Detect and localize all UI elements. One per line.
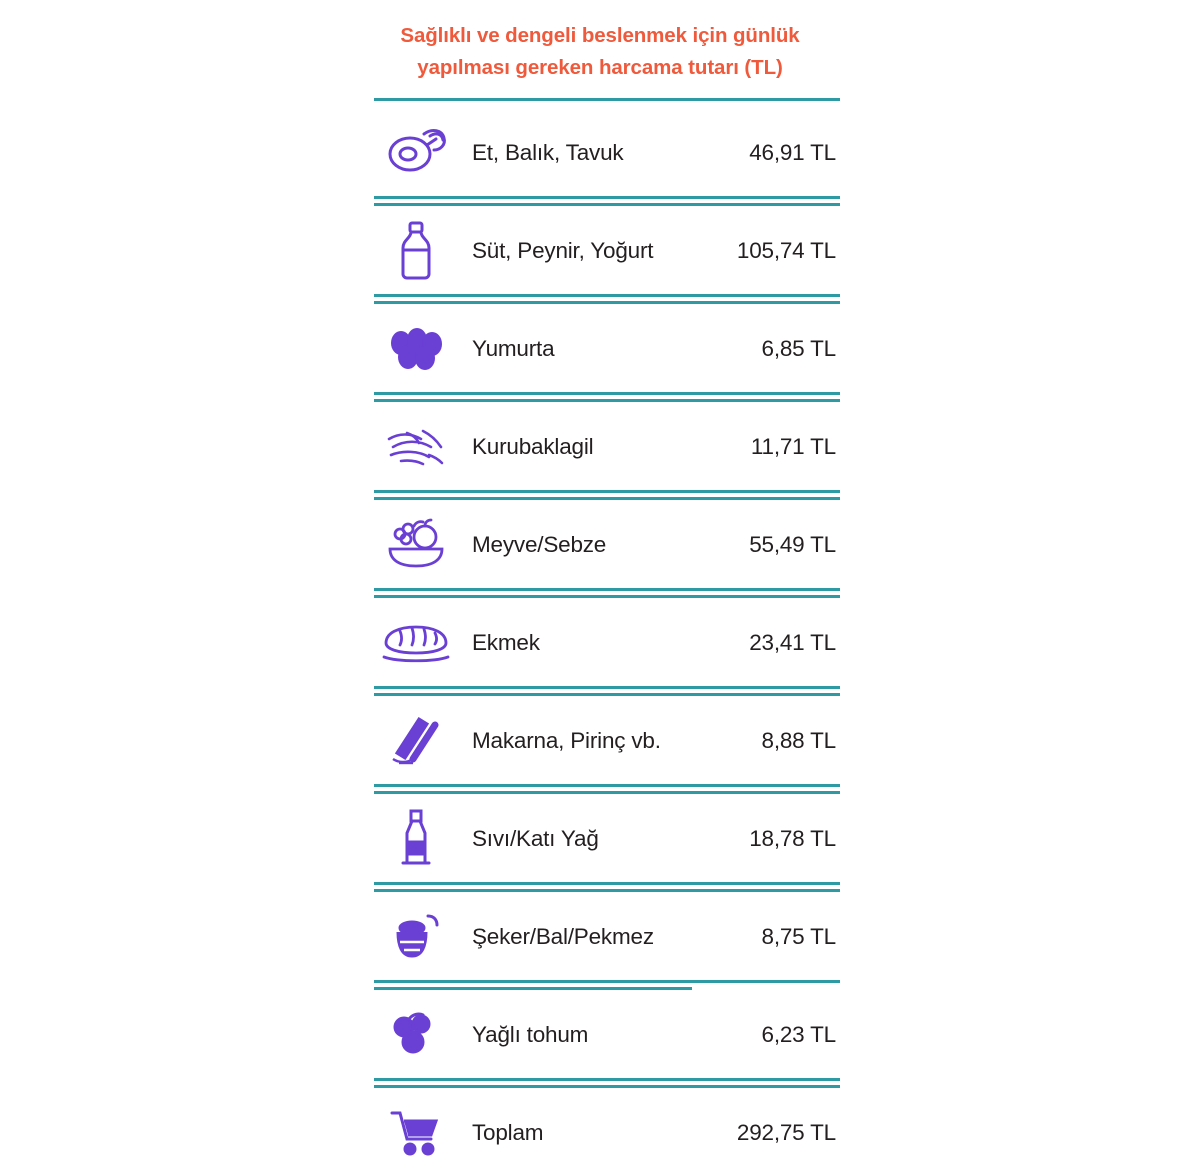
row-value: 46,91 TL [749,139,836,165]
separator-bar [374,490,840,493]
eggs-icon [360,327,472,371]
row-value: 18,78 TL [749,825,836,851]
table-row [360,404,840,490]
separator-bar [374,693,840,696]
row-separator [360,392,840,404]
row-value: 6,23 TL [761,1021,836,1047]
row-separator [360,980,840,992]
table-row-total [360,1090,840,1176]
separator-bar [374,588,840,591]
oil-bottle-icon [360,808,472,870]
row-label: Makarna, Pirinç vb. [472,727,661,753]
separator-bar [374,196,840,199]
row-label: Şeker/Bal/Pekmez [472,923,654,949]
table-row [360,600,840,686]
separator-bar [374,791,840,794]
row-value: 105,74 TL [736,237,836,263]
separator-bar [374,987,692,990]
page-title [360,20,840,84]
separator-bar [374,98,840,101]
table-row [360,306,840,392]
separator-bar [374,497,840,500]
separator-bar [374,595,840,598]
spending-table-panel [360,20,840,1176]
separator-bar [374,294,840,297]
row-value: 11,71 TL [750,433,836,459]
row-label: Kurubaklagil [472,433,594,459]
row-label: Yumurta [472,335,555,361]
row-separator [360,196,840,208]
spending-rows [360,98,840,1176]
row-label: Ekmek [472,629,540,655]
table-row [360,698,840,784]
shopping-cart-icon [360,1107,472,1159]
table-row [360,110,840,196]
milk-bottle-icon [360,220,472,282]
page-title-line-1: Sağlıklı ve dengeli beslenmek için günlük [400,24,800,47]
row-separator [360,98,840,110]
row-separator [360,882,840,894]
legumes-icon [360,425,472,469]
row-value: 55,49 TL [749,531,836,557]
separator-bar [374,1078,840,1081]
row-label: Meyve/Sebze [472,531,607,557]
separator-bar [374,889,840,892]
separator-bar [374,392,840,395]
separator-bar [374,301,840,304]
bread-icon [360,621,472,665]
honey-pot-icon [360,908,472,966]
row-label: Sıvı/Katı Yağ [472,825,599,851]
table-row [360,502,840,588]
separator-bar [374,784,840,787]
table-row [360,208,840,294]
nuts-icon [360,1011,472,1059]
pasta-icon [360,713,472,769]
row-value: 292,75 TL [736,1119,836,1145]
meat-icon [360,126,472,180]
row-value: 8,75 TL [761,923,836,949]
row-separator [360,490,840,502]
table-row [360,796,840,882]
row-label: Toplam [472,1119,544,1145]
row-value: 8,88 TL [761,727,836,753]
row-label: Süt, Peynir, Yoğurt [472,237,654,263]
separator-bar [374,399,840,402]
row-separator [360,588,840,600]
separator-bar [374,980,840,983]
separator-bar [374,203,840,206]
row-separator [360,784,840,796]
row-value: 23,41 TL [749,629,836,655]
separator-bar [374,686,840,689]
row-value: 6,85 TL [761,335,836,361]
row-separator [360,686,840,698]
fruit-bowl-icon [360,517,472,573]
table-row [360,894,840,980]
row-separator [360,294,840,306]
separator-bar [374,882,840,885]
row-separator [360,1078,840,1090]
row-label: Yağlı tohum [472,1021,589,1047]
separator-bar [374,1085,840,1088]
row-label: Et, Balık, Tavuk [472,139,624,165]
table-row [360,992,840,1078]
page-title-line-2: yapılması gereken harcama tutarı (TL) [417,55,783,79]
